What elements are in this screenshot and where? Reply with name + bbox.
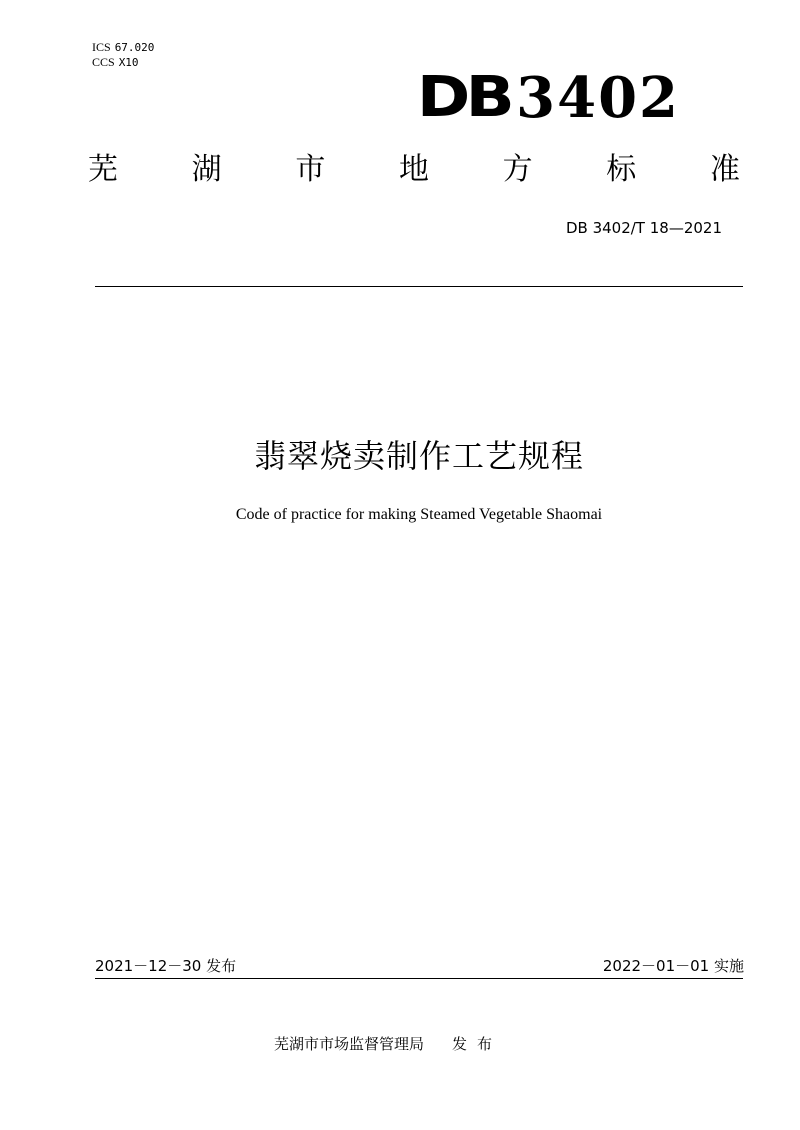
issuer-name: 芜湖市市场监督管理局: [274, 1035, 425, 1053]
standard-type-char: 方: [502, 152, 533, 187]
standard-type-char: 湖: [191, 152, 222, 187]
ics-code: 67.020: [114, 41, 155, 54]
issuer-action: 发布: [452, 1035, 503, 1053]
db-number: 3402: [516, 65, 680, 131]
standard-type-char: 准: [709, 152, 740, 187]
bottom-divider: [95, 978, 743, 979]
implementation-date: 2022－01－01 实施: [602, 957, 744, 975]
standard-type-char: 标: [606, 152, 637, 187]
standard-type-char: 地: [398, 152, 429, 187]
standard-number: DB 3402/T 18—2021: [565, 219, 722, 237]
standard-type-char: 芜: [88, 152, 118, 187]
standard-type-heading: [88, 150, 740, 190]
db-mark: DB: [416, 65, 511, 130]
ics-label: ICS: [92, 40, 111, 54]
top-divider: [95, 286, 743, 287]
ccs-label: CCS: [92, 55, 115, 69]
document-title-english: Code of practice for making Steamed Vegetable Shaomai: [235, 506, 603, 523]
issuer-line: [274, 1033, 502, 1054]
standard-type-char: 市: [295, 152, 326, 187]
document-title-chinese: 翡翠烧卖制作工艺规程: [253, 437, 584, 475]
ccs-code: X10: [118, 56, 139, 69]
classification-block: [92, 40, 154, 70]
issue-date: 2021－12－30 发布: [95, 957, 237, 975]
db-logo: [416, 65, 680, 131]
ics-line: [92, 40, 154, 55]
ccs-line: [92, 55, 154, 70]
